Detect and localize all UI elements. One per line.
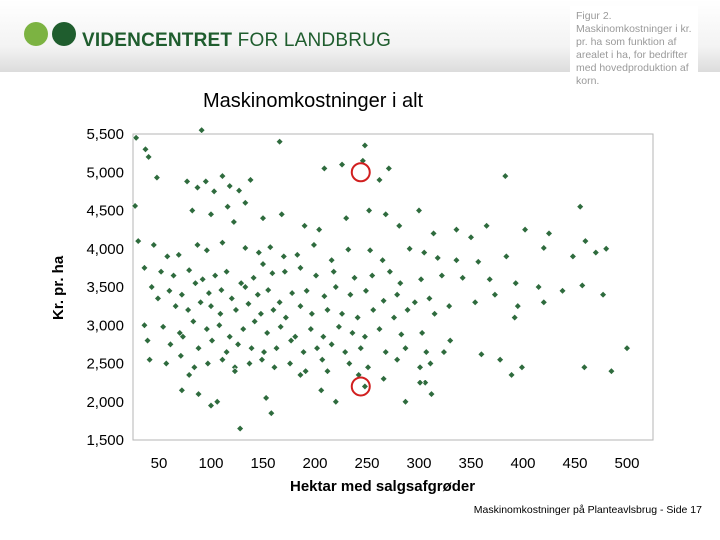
data-point — [369, 272, 376, 279]
data-point — [357, 345, 364, 352]
data-point — [546, 230, 553, 237]
data-point — [512, 280, 519, 287]
data-point — [362, 333, 369, 340]
data-point — [276, 299, 283, 306]
data-point — [582, 238, 589, 245]
data-point — [421, 249, 428, 256]
data-point — [251, 318, 258, 325]
data-point — [522, 226, 529, 233]
data-point — [303, 287, 310, 294]
data-point — [321, 293, 328, 300]
data-point — [330, 268, 337, 275]
data-point — [307, 326, 314, 333]
data-point — [427, 360, 434, 367]
data-point — [265, 287, 272, 294]
data-point — [382, 349, 389, 356]
data-point — [431, 310, 438, 317]
data-point — [141, 322, 148, 329]
data-point — [570, 253, 577, 260]
data-point — [468, 234, 475, 241]
y-tick-label: 4,000 — [86, 240, 124, 258]
data-point — [223, 268, 230, 275]
data-point — [402, 398, 409, 405]
data-point — [314, 345, 321, 352]
data-point — [195, 345, 202, 352]
data-point — [503, 253, 510, 260]
data-point — [208, 211, 215, 218]
data-point — [396, 222, 403, 229]
data-point — [579, 282, 586, 289]
x-tick-label: 100 — [198, 455, 224, 472]
y-tick-label: 3,500 — [86, 279, 124, 296]
data-point — [223, 349, 230, 356]
data-point — [268, 410, 275, 417]
y-tick-label: 2,000 — [86, 393, 124, 411]
data-point — [514, 303, 521, 310]
data-point — [261, 349, 268, 356]
data-point — [236, 187, 243, 194]
data-point — [336, 323, 343, 330]
data-point — [535, 284, 542, 291]
data-point — [233, 307, 240, 314]
data-point — [276, 138, 283, 145]
data-point — [319, 356, 326, 363]
data-point — [237, 425, 244, 432]
data-point — [328, 341, 335, 348]
data-point — [212, 272, 219, 279]
data-point — [255, 249, 262, 256]
data-point — [446, 303, 453, 310]
data-point — [366, 207, 373, 214]
y-tick-label: 5,500 — [86, 126, 124, 143]
data-point — [332, 398, 339, 405]
data-point — [502, 173, 509, 180]
data-point — [232, 368, 239, 375]
data-point — [209, 337, 216, 344]
data-point — [559, 287, 566, 294]
data-point — [311, 242, 318, 249]
data-point — [313, 272, 320, 279]
data-point — [416, 207, 423, 214]
data-point — [404, 307, 411, 314]
data-point — [218, 287, 225, 294]
data-point — [273, 345, 280, 352]
data-point — [540, 299, 547, 306]
data-point — [376, 326, 383, 333]
data-point — [351, 274, 358, 281]
plot-area-border — [133, 134, 653, 440]
data-point — [235, 341, 242, 348]
data-point — [308, 310, 315, 317]
data-point — [172, 303, 179, 310]
data-point — [320, 333, 327, 340]
x-tick-label: 250 — [354, 455, 380, 472]
data-point — [208, 402, 215, 409]
data-point — [297, 303, 304, 310]
data-point — [328, 257, 335, 264]
data-point — [145, 154, 152, 161]
data-point — [194, 242, 201, 249]
data-point — [363, 287, 370, 294]
data-point — [423, 349, 430, 356]
data-point — [190, 318, 197, 325]
data-point — [426, 295, 433, 302]
data-point — [459, 274, 466, 281]
data-point — [260, 215, 267, 222]
data-point — [199, 276, 206, 283]
data-point — [240, 326, 247, 333]
data-point — [189, 207, 196, 214]
data-point — [394, 291, 401, 298]
data-point — [154, 174, 161, 181]
data-point — [365, 364, 372, 371]
data-point — [297, 372, 304, 379]
data-point — [394, 356, 401, 363]
data-point — [354, 314, 361, 321]
data-point — [228, 295, 235, 302]
data-point — [294, 251, 301, 258]
data-point — [263, 395, 270, 402]
data-point — [380, 375, 387, 382]
data-point — [391, 314, 398, 321]
data-point — [246, 360, 253, 367]
data-point — [577, 203, 584, 210]
data-point — [346, 360, 353, 367]
data-point — [321, 165, 328, 172]
data-point — [269, 270, 276, 277]
data-point — [267, 244, 274, 251]
data-point — [177, 352, 184, 359]
data-point — [271, 364, 278, 371]
data-point — [343, 215, 350, 222]
data-point — [406, 245, 413, 252]
data-point — [224, 203, 231, 210]
data-point — [324, 368, 331, 375]
data-point — [385, 165, 392, 172]
data-point — [270, 307, 277, 314]
data-point — [511, 314, 518, 321]
x-tick-label: 450 — [562, 455, 588, 472]
data-point — [203, 326, 210, 333]
x-tick-label: 400 — [510, 455, 536, 472]
data-point — [217, 310, 224, 317]
data-point — [302, 368, 309, 375]
data-point — [163, 360, 170, 367]
data-point — [250, 274, 257, 281]
data-point — [245, 300, 252, 307]
y-tick-label: 2,500 — [86, 355, 124, 373]
data-point — [411, 299, 418, 306]
data-point — [397, 280, 404, 287]
data-point — [300, 349, 307, 356]
data-point — [342, 349, 349, 356]
data-point — [349, 330, 356, 337]
data-point — [202, 178, 209, 185]
x-tick-label: 150 — [250, 455, 276, 472]
footer-text: Maskinomkostninger på Planteavlsbrug - Side 17 — [473, 504, 702, 516]
data-point — [186, 267, 193, 274]
data-point — [475, 258, 482, 265]
data-point — [438, 272, 445, 279]
data-point — [142, 146, 149, 153]
data-point — [211, 188, 218, 195]
data-point — [492, 291, 499, 298]
data-point — [316, 226, 323, 233]
data-point — [185, 307, 192, 314]
y-axis-label: Kr. pr. ha — [50, 255, 67, 320]
data-point — [175, 251, 182, 258]
data-point — [195, 391, 202, 398]
data-point — [418, 276, 425, 283]
data-point — [367, 247, 374, 254]
data-point — [248, 345, 255, 352]
data-point — [281, 268, 288, 275]
data-point — [376, 177, 383, 184]
data-point — [226, 183, 233, 190]
data-point — [258, 310, 265, 317]
data-point — [184, 178, 191, 185]
data-point — [230, 219, 237, 226]
data-point — [277, 323, 284, 330]
org-name: VIDENCENTRET FOR LANDBRUG — [82, 30, 392, 51]
data-point — [203, 247, 210, 254]
data-point — [155, 295, 162, 302]
data-point — [434, 255, 441, 262]
data-point — [166, 287, 173, 294]
data-point — [226, 333, 233, 340]
data-point — [260, 261, 267, 268]
data-point — [362, 383, 369, 390]
data-point — [197, 299, 204, 306]
data-point — [447, 337, 454, 344]
x-tick-label: 350 — [458, 455, 484, 472]
data-point — [144, 337, 151, 344]
data-point — [608, 368, 615, 375]
data-point — [158, 268, 165, 275]
data-point — [382, 211, 389, 218]
data-point — [483, 222, 490, 229]
data-point — [540, 245, 547, 252]
data-point — [478, 351, 485, 358]
data-point — [402, 345, 409, 352]
data-point — [430, 230, 437, 237]
data-point — [164, 253, 171, 260]
data-point — [146, 356, 153, 363]
data-point — [214, 398, 221, 405]
data-point — [242, 199, 249, 206]
data-point — [486, 276, 493, 283]
data-point — [508, 372, 515, 379]
data-point — [282, 314, 289, 321]
data-point — [301, 222, 308, 229]
data-point — [219, 356, 226, 363]
data-point — [160, 323, 167, 330]
data-point — [264, 330, 271, 337]
data-point — [178, 387, 185, 394]
data-point — [519, 364, 526, 371]
data-point — [324, 307, 331, 314]
data-point — [192, 280, 199, 287]
data-point — [380, 297, 387, 304]
data-point — [624, 345, 631, 352]
data-point — [453, 226, 460, 233]
x-tick-label: 500 — [614, 455, 640, 472]
data-point — [592, 249, 599, 256]
data-point — [386, 268, 393, 275]
data-point — [370, 307, 377, 314]
data-point — [219, 173, 226, 180]
data-point — [581, 364, 588, 371]
data-point — [170, 272, 177, 279]
data-point — [332, 284, 339, 291]
data-point — [297, 264, 304, 271]
data-point — [186, 372, 193, 379]
data-point — [428, 391, 435, 398]
data-point — [362, 142, 369, 149]
data-point — [254, 291, 261, 298]
data-point — [472, 299, 479, 306]
data-point — [204, 360, 211, 367]
data-point — [133, 134, 140, 141]
data-point — [198, 127, 205, 134]
y-tick-label: 3,000 — [86, 317, 124, 335]
data-point — [345, 246, 352, 253]
data-point — [453, 257, 460, 264]
data-point — [417, 364, 424, 371]
y-tick-label: 1,500 — [86, 432, 124, 449]
data-point — [417, 379, 424, 386]
y-tick-label: 4,500 — [86, 202, 124, 220]
data-point — [216, 322, 223, 329]
data-point — [497, 356, 504, 363]
x-tick-label: 200 — [302, 455, 328, 472]
data-point — [398, 331, 405, 338]
data-point — [419, 330, 426, 337]
data-point — [148, 284, 155, 291]
figure-caption: Figur 2. Maskinomkostninger i kr. pr. ha som funktion af arealet i ha, for bedrifter med hovedproduktion af korn. — [570, 6, 698, 118]
data-point — [208, 303, 215, 310]
x-tick-label: 50 — [150, 455, 168, 472]
x-tick-label: 300 — [406, 455, 432, 472]
data-point — [150, 242, 157, 249]
data-point — [135, 238, 142, 245]
data-point — [287, 360, 294, 367]
data-point — [141, 264, 148, 271]
data-point — [259, 356, 266, 363]
data-point — [379, 257, 386, 264]
data-point — [191, 364, 198, 371]
data-point — [347, 291, 354, 298]
y-tick-label: 5,000 — [86, 164, 124, 182]
data-point — [441, 349, 448, 356]
x-axis-label: Hektar med salgsafgrøder — [290, 478, 476, 495]
data-point — [194, 184, 201, 191]
highlight-circle — [352, 163, 370, 181]
data-point — [278, 211, 285, 218]
data-point — [247, 177, 254, 184]
data-point — [603, 245, 610, 252]
data-point — [242, 245, 249, 252]
data-point — [339, 310, 346, 317]
data-point — [600, 291, 607, 298]
data-point — [318, 387, 325, 394]
data-point — [289, 290, 296, 297]
data-point — [280, 253, 287, 260]
data-point — [219, 239, 226, 246]
data-point — [206, 290, 213, 297]
data-point — [339, 161, 346, 168]
data-point — [178, 291, 185, 298]
data-point — [167, 341, 174, 348]
chart-title: Maskinomkostninger i alt — [203, 90, 424, 112]
